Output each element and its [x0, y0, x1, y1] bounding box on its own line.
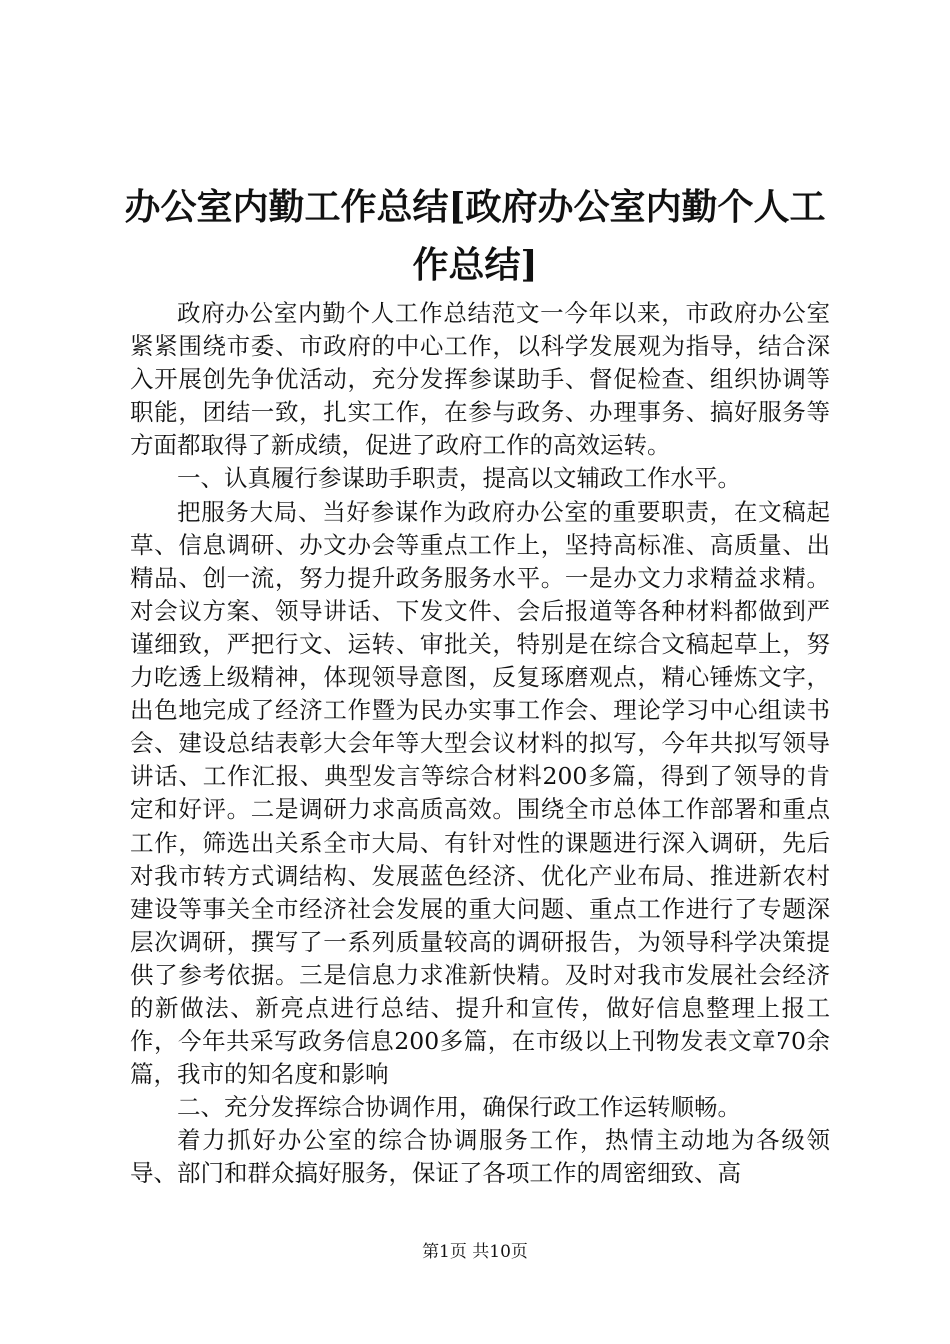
section-heading-one: 一、认真履行参谋助手职责，提高以文辅政工作水平。 — [177, 464, 741, 493]
paragraph-section-one: 把服务大局、当好参谋作为政府办公室的重要职责，在文稿起草、信息调研、办文办会等重点工作上，坚持高标准、高质量、出精品、创一流，努力提升政务服务水平。一是办文力求精益求精。对会议方案、领导讲话、下发文件、会后报道等各种材料都做到严谨细致，严把行文、运转、审批关，特别是在综合文稿起草上，努力吃透上级精神，体现领导意图，反复琢磨观点，精心锤炼文字，出色地完成了经济工作暨为民办实事工作会、理论学习中心组读书会、建设总结表彰大会年等大型会议材料的拟写，今年共拟写领导讲话、工作汇报、典型发言等综合材料200多篇，得到了领导的肯定和好评。二是调研力求高质高效。围绕全市总体工作部署和重点工作，筛选出关系全市大局、有针对性的课题进行深入调研，先后对我市转方式调结构、发展蓝色经济、优化产业布局、推进新农村建设等事关全市经济社会发展的重大问题、重点工作进行了专题深层次调研，撰写了一系列质量较高的调研报告，为领导科学决策提供了参考依据。三是信息力求准新快精。及时对我市发展社会经济的新做法、新亮点进行总结、提升和宣传，做好信息整理上报工作，今年共采写政务信息200多篇，在市级以上刊物发表文章70余篇，我市的知名度和影响 — [130, 497, 830, 1089]
paragraph-section-two: 着力抓好办公室的综合协调服务工作，热情主动地为各级领导、部门和群众搞好服务，保证了各项工作的周密细致、高 — [130, 1126, 830, 1188]
document-title: 办公室内勤工作总结[政府办公室内勤个人工作总结] — [124, 186, 826, 286]
page-number-footer: 第1页 共10页 — [422, 1242, 528, 1262]
document-body — [130, 297, 830, 1191]
paragraph-intro: 政府办公室内勤个人工作总结范文一今年以来，市政府办公室紧紧围绕市委、市政府的中心工作，以科学发展观为指导，结合深入开展创先争优活动，充分发挥参谋助手、督促检查、组织协调等职能，团结一致，扎实工作，在参与政务、办理事务、搞好服务等方面都取得了新成绩，促进了政府工作的高效运转。 — [130, 299, 830, 460]
section-heading-two: 二、充分发挥综合协调作用，确保行政工作运转顺畅。 — [177, 1093, 741, 1122]
